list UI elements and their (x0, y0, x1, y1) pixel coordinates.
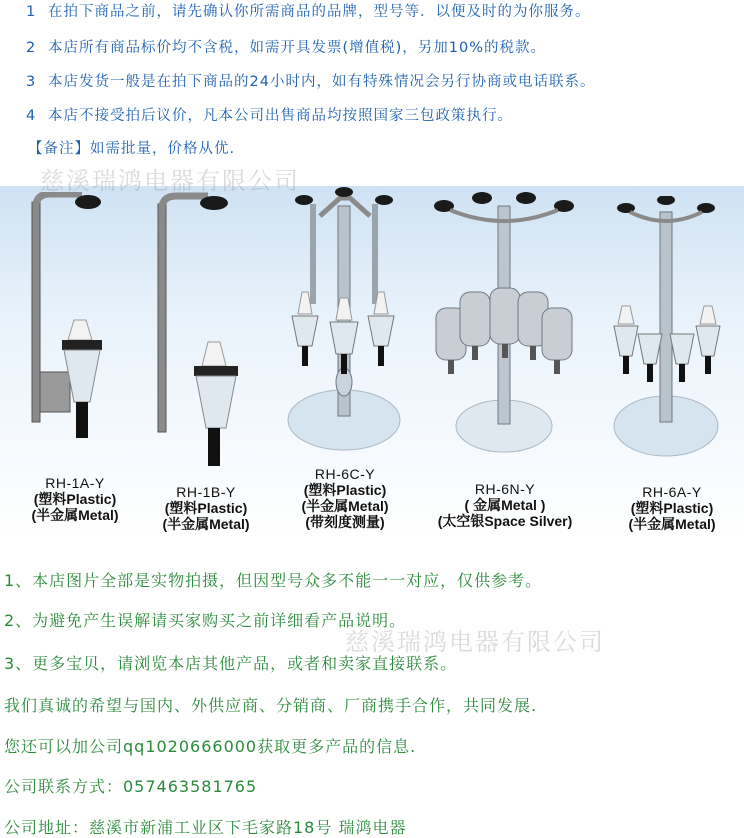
product-label-rh-1a-y (20, 475, 130, 523)
product-model: RH-6N-Y (474, 481, 536, 497)
product-model: RH-1A-Y (45, 475, 105, 491)
product-material: (半金属Metal) (301, 498, 389, 514)
product-label-rh-1b-y (150, 484, 262, 532)
product-material: (太空银Space Silver) (437, 513, 573, 529)
bottom-line-phone: 公司联系方式：057463581765 (4, 777, 258, 796)
product-material: (塑料Plastic) (33, 491, 117, 507)
watermark-top: 慈溪瑞鸿电器有限公司 (40, 167, 300, 195)
product-label-rh-6n-y (420, 481, 590, 529)
product-material: (塑料Plastic) (303, 482, 387, 498)
product-material: (塑料Plastic) (164, 500, 248, 516)
product-rh-6n-y-image (430, 192, 580, 462)
note-4: 4 本店不接受拍后议价，凡本公司出售商品均按照国家三包政策执行。 (26, 108, 513, 124)
product-material: (塑料Plastic) (630, 500, 714, 516)
product-rh-1b-y-image (150, 192, 260, 477)
bottom-line-address: 公司地址：慈溪市新浦工业区下毛家路18号 瑞鸿电器 (4, 818, 407, 837)
watermark-bottom: 慈溪瑞鸿电器有限公司 (345, 628, 605, 656)
product-rh-6c-y-image (280, 186, 410, 456)
remark: 【备注】如需批量，价格从优. (28, 141, 236, 157)
product-label-rh-6a-y (612, 484, 732, 532)
product-model: RH-1B-Y (176, 484, 236, 500)
product-material: (半金属Metal) (162, 516, 250, 532)
bottom-line-qq: 您还可以加公司qq1020666000获取更多产品的信息. (4, 737, 417, 756)
bottom-line-4: 我们真诚的希望与国内、外供应商、分销商、厂商携手合作，共同发展. (4, 696, 538, 715)
product-model: RH-6A-Y (642, 484, 702, 500)
note-2: 2 本店所有商品标价均不含税，如需开具发票(增值税)，另加10%的税款。 (26, 40, 547, 56)
product-material: ( 金属Metal ) (464, 497, 546, 513)
product-label-rh-6c-y (285, 466, 405, 530)
product-material: (半金属Metal) (31, 507, 119, 523)
product-rh-6a-y-image (608, 196, 728, 466)
bottom-line-3: 3、更多宝贝，请浏览本店其他产品，或者和卖家直接联系。 (4, 654, 458, 673)
note-1: 1 在拍下商品之前，请先确认你所需商品的品牌，型号等．以便及时的为你服务。 (26, 4, 591, 20)
bottom-line-1: 1、本店图片全部是实物拍摄，但因型号众多不能一一对应，仅供参考。 (4, 571, 543, 590)
note-3: 3 本店发货一般是在拍下商品的24小时内，如有特殊情况会另行协商或电话联系。 (26, 74, 596, 90)
product-rh-1a-y-image (20, 192, 130, 452)
product-model: RH-6C-Y (314, 466, 376, 482)
bottom-line-2: 2、为避免产生误解请买家购买之前详细看产品说明。 (4, 611, 407, 630)
product-material: (半金属Metal) (628, 516, 716, 532)
product-note: (带刻度测量) (305, 514, 385, 530)
